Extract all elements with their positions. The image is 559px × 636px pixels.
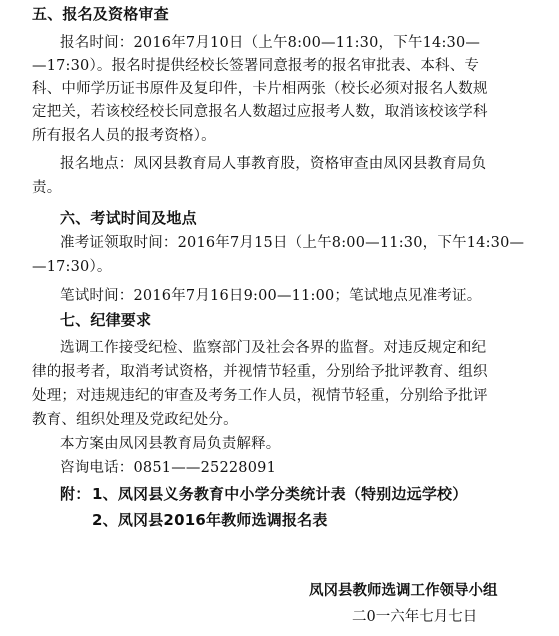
- ticket-time-line-1: 准考证领取时间：2016年7月15日（上午8:00—11:30，下午14:30—: [60, 235, 525, 251]
- attachment-item-2: 2、凤冈县2016年教师选调报名表: [92, 511, 328, 529]
- discipline-line-1: 选调工作接受纪检、监察部门及社会各界的监督。对违反规定和纪: [60, 340, 487, 356]
- ticket-time-line-2: —17:30）。: [32, 259, 112, 275]
- discipline-line-2: 律的报考者，取消考试资格，并视情节轻重，分别给予批评教育、组织: [32, 364, 488, 380]
- registration-time-line-1: 报名时间：2016年7月10日（上午8:00—11:30，下午14:30—: [60, 35, 481, 51]
- registration-time-line-3: 科、中师学历证书原件及复印件，卡片相两张（校长必须对报名人数规: [32, 81, 488, 97]
- discipline-line-4: 教育、组织处理及党政纪处分。: [32, 412, 238, 428]
- section-6-heading: 六、考试时间及地点: [60, 209, 197, 227]
- registration-time-line-5: 所有报名人员的报考资格）。: [32, 128, 216, 144]
- signature-date: 二0一六年七月七日: [352, 609, 478, 625]
- registration-place-line-1: 报名地点：凤冈县教育局人事教育股，资格审查由凤冈县教育局负: [60, 156, 487, 172]
- signature-organization: 凤冈县教师选调工作领导小组: [309, 583, 498, 599]
- registration-time-line-4: 定把关，若该校经校长同意报名人数超过应报考人数，取消该校该学科: [32, 104, 488, 120]
- section-7-heading: 七、纪律要求: [60, 311, 152, 329]
- registration-place-line-2: 责。: [32, 180, 62, 196]
- attachment-item-1: 1、凤冈县义务教育中小学分类统计表（特别边远学校）: [92, 485, 468, 503]
- interpretation-line: 本方案由凤冈县教育局负责解释。: [60, 436, 281, 452]
- section-5-heading: 五、报名及资格审查: [32, 5, 169, 23]
- attachments-label: 附：: [60, 485, 91, 503]
- discipline-line-3: 处理；对违规违纪的审查及考务工作人员，视情节轻重，分别给予批评: [32, 388, 488, 404]
- written-exam-line: 笔试时间：2016年7月16日9:00—11:00；笔试地点见准考证。: [60, 288, 482, 304]
- registration-time-line-2: —17:30）。报名时提供经校长签署同意报考的报名审批表、本科、专: [32, 58, 480, 74]
- phone-line: 咨询电话：0851——25228091: [60, 460, 277, 476]
